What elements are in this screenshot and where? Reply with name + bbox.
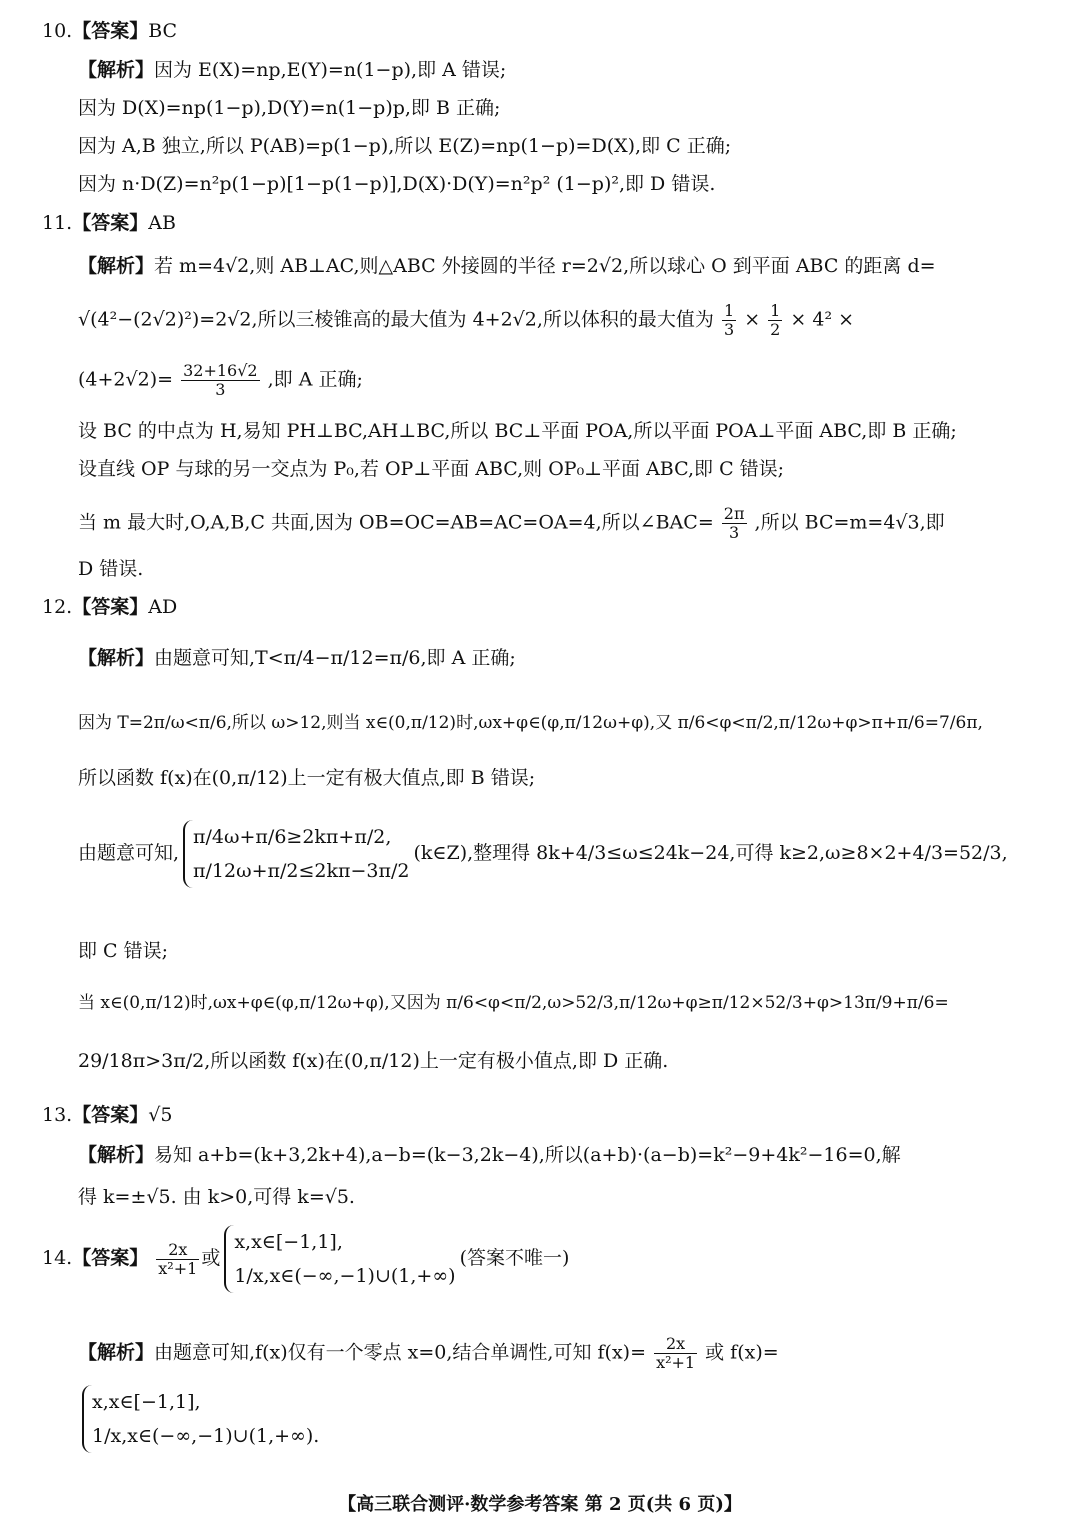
- q13-line1: 易知 a+b=(k+3,2k+4),a−b=(k−3,2k−4),所以(a+b)·(a−b)=k²−9+4k²−16=0,解: [154, 1144, 901, 1166]
- q13-answer-tag: 【答案】: [72, 1104, 149, 1126]
- equation-system: π/4ω+π/6≥2kπ+π/2, π/12ω+π/2≤2kπ−3π/2: [183, 820, 409, 888]
- q13-line2: 得 k=±√5. 由 k>0,可得 k=√5.: [78, 1186, 355, 1208]
- q12-line4: 由题意可知, π/4ω+π/6≥2kπ+π/2, π/12ω+π/2≤2kπ−3π/2 (k∈Z),整理得 8k+4/3≤ω≤24k−24,可得 k≥2,ω≥8×2+4/3=52/3,: [78, 820, 1008, 888]
- q11-line4: 设 BC 的中点为 H,易知 PH⊥BC,AH⊥BC,所以 BC⊥平面 POA,所以平面 POA⊥平面 ABC,即 B 正确;: [78, 420, 957, 442]
- q11-line7: D 错误.: [78, 558, 144, 580]
- page-footer: 【高三联合测评·数学参考答案 第 2 页(共 6 页)】: [338, 1494, 742, 1515]
- q11-line1: 若 m=4√2,则 AB⊥AC,则△ABC 外接圆的半径 r=2√2,所以球心 O 到平面 ABC 的距离 d=: [154, 255, 936, 277]
- q11-line2: √(4²−(2√2)²)=2√2,所以三棱锥高的最大值为 4+2√2,所以体积的最大值为 $\frac{1}{3}$ × $\frac{1}{2}$ × 4² ×: [78, 301, 855, 339]
- q12-number: 12.: [42, 596, 73, 618]
- q12-line3: 所以函数 f(x)在(0,π/12)上一定有极大值点,即 B 错误;: [78, 767, 536, 789]
- q11-line3: (4+2√2)= $\frac{32+16√2}{3}$ ,即 A 正确;: [78, 361, 363, 399]
- q10-answer: BC: [148, 20, 178, 42]
- q11-answer-line: [42, 210, 176, 236]
- q14-note: (答案不唯一): [459, 1247, 570, 1269]
- q14-analysis-system: [78, 1385, 323, 1453]
- fraction: $\frac{32+16√2}{3}$: [183, 361, 258, 399]
- q10-answer-tag: 【答案】: [72, 20, 149, 42]
- q11-line5: 设直线 OP 与球的另一交点为 P₀,若 OP⊥平面 ABC,则 OP₀⊥平面 ABC,即 C 错误;: [78, 458, 785, 480]
- q11-line6: 当 m 最大时,O,A,B,C 共面,因为 OB=OC=AB=AC=OA=4,所以∠BAC= $\frac{2\pi}{3}$ ,所以 BC=m=4√3,即: [78, 504, 945, 542]
- q10-line3: 因为 A,B 独立,所以 P(AB)=p(1−p),所以 E(Z)=np(1−p)=D(X),即 C 正确;: [78, 135, 732, 157]
- piecewise-function: x,x∈[−1,1], 1/x,x∈(−∞,−1)∪(1,+∞).: [82, 1385, 319, 1453]
- q10-answer-line: [42, 18, 177, 44]
- q11-answer-tag: 【答案】: [72, 212, 149, 234]
- q11-analysis-line1: [78, 253, 936, 279]
- q13-analysis-tag: 【解析】: [78, 1144, 155, 1166]
- q12-line6: 当 x∈(0,π/12)时,ωx+φ∈(φ,π/12ω+φ),又因为 π/6<φ<π/2,ω>52/3,π/12ω+φ≥π/12×52/3+φ>13π/9+π/6=: [78, 993, 949, 1013]
- fraction: $\frac{1}{3}$: [723, 301, 735, 339]
- q10-line4: 因为 n·D(Z)=n²p(1−p)[1−p(1−p)],D(X)·D(Y)=n²p² (1−p)²,即 D 错误.: [78, 173, 716, 195]
- q12-line7: 29/18π>3π/2,所以函数 f(x)在(0,π/12)上一定有极小值点,即 D 正确.: [78, 1050, 669, 1072]
- q11-analysis-tag: 【解析】: [78, 255, 155, 277]
- fraction: $\frac{2x}{\text{x²+1}}$: [158, 1239, 198, 1278]
- q14-analysis-line1: 【解析】由题意可知,f(x)仅有一个零点 x=0,结合单调性,可知 f(x)= $\frac{2x}{\text{x²+1}}$ 或 f(x)=: [78, 1334, 779, 1372]
- q14-answer-tag: 【答案】: [72, 1247, 149, 1269]
- q10-number: 10.: [42, 20, 73, 42]
- q11-answer: AB: [148, 212, 176, 234]
- fraction: $\frac{2\pi}{3}$: [723, 504, 745, 542]
- q12-answer: AD: [148, 596, 178, 618]
- q14-answer-line: 14.【答案】 $\frac{2x}{\text{x²+1}}$ 或 x,x∈[−1,1], 1/x,x∈(−∞,−1)∪(1,+∞) (答案不唯一): [42, 1225, 569, 1293]
- q10-line1: 因为 E(X)=np,E(Y)=n(1−p),即 A 错误;: [154, 59, 507, 81]
- q12-answer-tag: 【答案】: [72, 596, 149, 618]
- q12-analysis-tag: 【解析】: [78, 647, 155, 669]
- piecewise-function: x,x∈[−1,1], 1/x,x∈(−∞,−1)∪(1,+∞): [224, 1225, 455, 1293]
- q10-analysis-line1: [78, 57, 506, 83]
- q13-number: 13.: [42, 1104, 73, 1126]
- q10-analysis-tag: 【解析】: [78, 59, 155, 81]
- q12-analysis-line1: [78, 645, 516, 671]
- q14-analysis-tag: 【解析】: [78, 1341, 155, 1364]
- fraction: $\frac{2x}{\text{x²+1}}$: [656, 1334, 696, 1372]
- q14-number: 14.: [42, 1247, 73, 1269]
- q12-answer-line: [42, 594, 177, 620]
- q10-line2: 因为 D(X)=np(1−p),D(Y)=n(1−p)p,即 B 正确;: [78, 97, 501, 119]
- q13-answer: √5: [148, 1104, 173, 1126]
- q12-line2: 因为 T=2π/ω<π/6,所以 ω>12,则当 x∈(0,π/12)时,ωx+φ∈(φ,π/12ω+φ),又 π/6<φ<π/2,π/12ω+φ>π+π/6=7/6π,: [78, 713, 983, 733]
- q13-analysis-line1: [78, 1142, 901, 1168]
- q12-line1: 由题意可知,T<π/4−π/12=π/6,即 A 正确;: [154, 647, 516, 669]
- q11-number: 11.: [42, 212, 73, 234]
- q13-answer-line: [42, 1102, 172, 1128]
- fraction: $\frac{1}{2}$: [770, 301, 781, 339]
- q12-line5: 即 C 错误;: [78, 940, 169, 962]
